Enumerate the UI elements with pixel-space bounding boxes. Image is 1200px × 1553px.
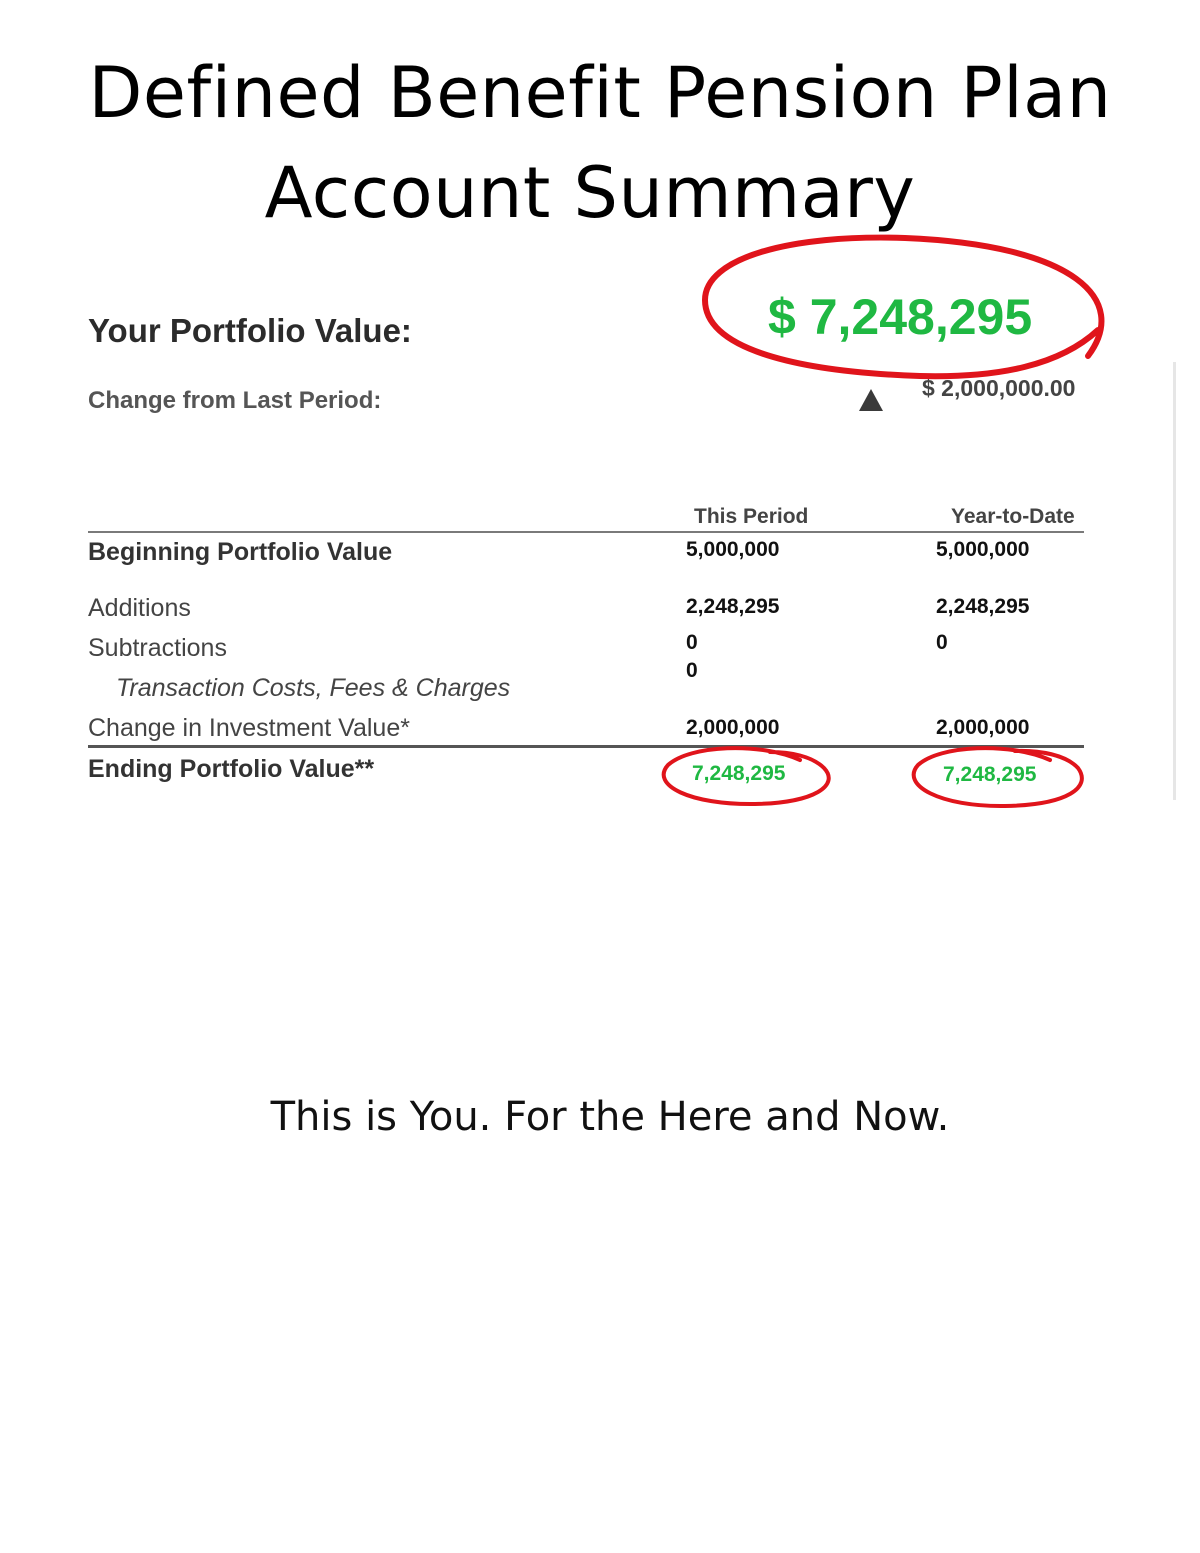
subtractions-this-period: 0 <box>686 631 698 654</box>
column-header-this-period: This Period <box>694 505 809 528</box>
beginning-this-period: 5,000,000 <box>686 538 780 561</box>
row-label-beginning: Beginning Portfolio Value <box>88 538 393 566</box>
title-line-2: Account Summary <box>264 152 916 234</box>
up-triangle-icon <box>859 389 883 411</box>
change-from-last-period-value: $ 2,000,000.00 <box>922 375 1076 401</box>
tagline: This is You. For the Here and Now. <box>270 1094 950 1140</box>
row-label-ending: Ending Portfolio Value** <box>88 755 375 783</box>
change-in-investment-ytd: 2,000,000 <box>936 716 1030 739</box>
column-header-year-to-date: Year-to-Date <box>951 505 1075 528</box>
table-total-divider <box>88 745 1084 748</box>
row-label-transaction-costs: Transaction Costs, Fees & Charges <box>116 674 511 702</box>
portfolio-value-label: Your Portfolio Value: <box>88 312 412 349</box>
transaction-costs-this-period: 0 <box>686 659 698 682</box>
additions-ytd: 2,248,295 <box>936 595 1030 618</box>
ending-ytd: 7,248,295 <box>943 763 1037 786</box>
beginning-ytd: 5,000,000 <box>936 538 1030 561</box>
table-header-divider <box>88 531 1084 533</box>
change-from-last-period-label: Change from Last Period: <box>88 387 382 414</box>
row-label-change-in-investment: Change in Investment Value* <box>88 714 410 742</box>
row-label-additions: Additions <box>88 594 191 622</box>
statement-panel-edge <box>1173 362 1176 800</box>
row-label-subtractions: Subtractions <box>88 634 227 662</box>
subtractions-ytd: 0 <box>936 631 948 654</box>
portfolio-value: $ 7,248,295 <box>768 289 1033 345</box>
change-in-investment-this-period: 2,000,000 <box>686 716 780 739</box>
title-line-1: Defined Benefit Pension Plan <box>88 52 1112 134</box>
additions-this-period: 2,248,295 <box>686 595 780 618</box>
ending-this-period: 7,248,295 <box>692 762 786 785</box>
